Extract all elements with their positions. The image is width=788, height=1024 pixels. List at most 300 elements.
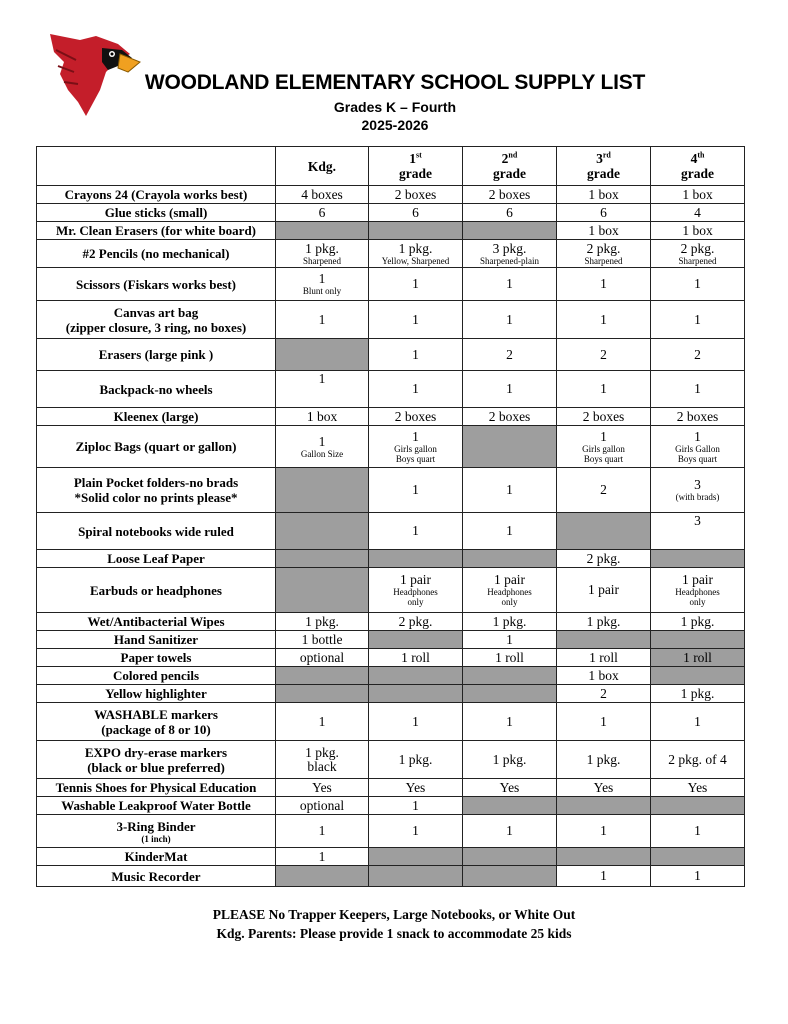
quantity-value: 1 (694, 311, 701, 327)
not-required-cell (369, 848, 463, 866)
quantity-value: 1 (412, 428, 419, 444)
quantity-note: Sharpened-plain (480, 255, 539, 266)
quantity-value: 2 (506, 346, 513, 362)
supply-item-label: Scissors (Fiskars works best) (76, 276, 236, 292)
quantity-value: 2 pkg. of 4 (668, 751, 727, 767)
quantity-value: 1 box (588, 222, 619, 238)
quantity-value: 2 (600, 482, 607, 497)
supply-item-name (37, 408, 276, 426)
quantity-value: 2 pkg. (586, 550, 621, 566)
supply-item-name (37, 240, 276, 268)
quantity-cell (369, 613, 463, 631)
quantity-value: 2 boxes (394, 408, 437, 424)
supply-item-label: WASHABLE markers (94, 706, 218, 722)
quantity-cell (369, 371, 463, 408)
quantity-cell (651, 339, 745, 371)
quantity-value: 1 (412, 346, 419, 362)
supply-item-label: Backpack-no wheels (99, 381, 213, 397)
supply-item-detail: (package of 8 or 10) (101, 721, 211, 737)
quantity-value: 1 pkg. (305, 613, 339, 629)
supply-item-label: Crayons 24 (Crayola works best) (64, 187, 248, 202)
quantity-value: 6 (506, 204, 513, 220)
quantity-cell (463, 779, 557, 797)
table-row (37, 848, 745, 866)
quantity-value: 1 (506, 276, 513, 291)
quantity-cell (369, 649, 463, 667)
quantity-value: 1 pair (681, 572, 714, 587)
quantity-cell (276, 848, 369, 866)
supply-item-name (37, 222, 276, 240)
quantity-value: 1 roll (495, 649, 524, 665)
quantity-value: 1 (600, 713, 607, 729)
quantity-cell (463, 408, 557, 426)
not-required-cell (276, 513, 369, 550)
quantity-cell (651, 649, 745, 667)
quantity-cell (651, 371, 745, 408)
quantity-cell (557, 866, 651, 887)
quantity-value: 2 pkg. (680, 240, 715, 256)
supply-item-label: Colored pencils (112, 668, 200, 683)
not-required-cell (276, 866, 369, 887)
supply-item-label: Mr. Clean Erasers (for white board) (55, 223, 257, 238)
quantity-cell (651, 426, 745, 468)
supply-item-name (37, 426, 276, 468)
quantity-value: 1 pkg. (586, 751, 621, 767)
quantity-value: 2 pkg. (398, 613, 433, 629)
supply-item-label: Tennis Shoes for Physical Education (55, 780, 257, 795)
quantity-value: 1 box (682, 186, 713, 202)
quantity-value: 1 (318, 848, 326, 864)
quantity-cell (557, 685, 651, 703)
quantity-value: 3 (694, 513, 701, 528)
quantity-value: optional (299, 649, 345, 665)
quantity-cell (651, 204, 745, 222)
not-required-cell (557, 848, 651, 866)
quantity-value: 1 (318, 433, 326, 449)
quantity-value: 1 (318, 371, 326, 386)
quantity-value: 1 pair (399, 572, 432, 587)
quantity-value: 1 (506, 823, 513, 838)
quantity-value: 1 (412, 276, 419, 291)
quantity-value: 1 (600, 276, 607, 291)
quantity-cell (557, 550, 651, 568)
supply-item-name (37, 631, 276, 649)
quantity-value: 1 (506, 631, 513, 647)
quantity-value: 1 (694, 823, 701, 838)
quantity-cell (557, 268, 651, 301)
supply-item-name (37, 613, 276, 631)
quantity-value: 1 (506, 523, 513, 538)
quantity-note: only (407, 597, 424, 607)
not-required-cell (276, 685, 369, 703)
supply-item-name (37, 568, 276, 613)
quantity-cell (276, 779, 369, 797)
quantity-note: Boys quart (583, 453, 624, 464)
quantity-value: 1 pkg. (680, 685, 715, 701)
supply-item-label: Paper towels (120, 650, 192, 665)
quantity-cell (557, 339, 651, 371)
table-row (37, 204, 745, 222)
quantity-value: 2 boxes (488, 408, 531, 424)
supply-item-label: Washable Leakproof Water Bottle (61, 798, 251, 813)
quantity-value: 1 (318, 311, 326, 327)
not-required-cell (276, 339, 369, 371)
quantity-cell (369, 301, 463, 339)
supply-item-detail: *Solid color no prints please* (74, 490, 238, 505)
quantity-cell (463, 513, 557, 550)
quantity-value: 1 (600, 428, 607, 444)
supply-item-label: Music Recorder (111, 868, 201, 884)
table-row (37, 568, 745, 613)
table-header-row (37, 147, 745, 186)
quantity-value: 1 (412, 713, 419, 729)
quantity-cell (557, 222, 651, 240)
supply-item-label: 3-Ring Binder (116, 818, 196, 834)
quantity-value: 1 (600, 381, 607, 396)
supply-item-name (37, 371, 276, 408)
quantity-note: (with brads) (675, 492, 720, 502)
quantity-cell (651, 240, 745, 268)
not-required-cell (557, 631, 651, 649)
quantity-cell (276, 797, 369, 815)
footer-note-1: PLEASE No Trapper Keepers, Large Notebooks, or White Out (212, 907, 576, 922)
quantity-cell (276, 408, 369, 426)
quantity-cell (557, 703, 651, 741)
quantity-cell (651, 408, 745, 426)
header-grade-3: 3rd grade (557, 147, 651, 186)
quantity-value: 1 (506, 713, 513, 729)
quantity-value: 1 (694, 276, 701, 291)
quantity-cell (369, 204, 463, 222)
supply-item-name (37, 667, 276, 685)
table-row (37, 685, 745, 703)
supply-item-detail: (black or blue preferred) (87, 759, 225, 775)
quantity-cell (557, 568, 651, 613)
not-required-cell (651, 631, 745, 649)
quantity-value: 2 (694, 346, 701, 362)
quantity-cell (651, 815, 745, 848)
supply-item-name (37, 779, 276, 797)
quantity-cell (369, 779, 463, 797)
quantity-value: 1 bottle (301, 631, 343, 647)
quantity-value: 1 (694, 868, 701, 883)
quantity-value: 1 (600, 311, 607, 327)
supply-item-label: Hand Sanitizer (113, 632, 199, 647)
grades-subtitle: Grades K – Fourth (333, 99, 457, 115)
quantity-note: Girls gallon (582, 443, 625, 454)
quantity-cell (276, 631, 369, 649)
quantity-cell (463, 703, 557, 741)
school-year: 2025-2026 (361, 117, 429, 133)
quantity-cell (463, 741, 557, 779)
supply-item-name (37, 268, 276, 301)
quantity-cell (651, 301, 745, 339)
quantity-note: Girls Gallon (675, 443, 720, 454)
quantity-note: Headphones (675, 587, 720, 597)
table-row (37, 301, 745, 339)
quantity-cell (557, 240, 651, 268)
not-required-cell (276, 550, 369, 568)
table-row (37, 408, 745, 426)
table-row (37, 426, 745, 468)
quantity-cell (463, 186, 557, 204)
quantity-cell (651, 186, 745, 204)
not-required-cell (276, 468, 369, 513)
supply-item-label: Earbuds or headphones (90, 582, 222, 598)
quantity-cell (276, 240, 369, 268)
quantity-note: Blunt only (302, 286, 342, 296)
quantity-value: 1 box (306, 408, 338, 424)
supply-item-detail: (zipper closure, 3 ring, no boxes) (65, 319, 247, 335)
quantity-cell (463, 240, 557, 268)
quantity-value: Yes (499, 779, 520, 795)
quantity-value: 1 pkg. (586, 613, 621, 629)
quantity-cell (276, 426, 369, 468)
quantity-value: 1 (412, 797, 419, 813)
quantity-cell (463, 268, 557, 301)
supply-item-name (37, 204, 276, 222)
quantity-cell (463, 649, 557, 667)
quantity-value: Yes (405, 779, 426, 795)
quantity-cell (463, 371, 557, 408)
supply-item-label: Spiral notebooks wide ruled (78, 523, 234, 539)
quantity-cell (651, 685, 745, 703)
supply-item-label: Ziploc Bags (quart or gallon) (75, 439, 237, 454)
page-title: WOODLAND ELEMENTARY SCHOOL SUPPLY LIST (144, 71, 646, 94)
quantity-cell (557, 408, 651, 426)
quantity-cell (557, 301, 651, 339)
quantity-value: 3 (694, 477, 701, 492)
header-item-cell (37, 147, 276, 186)
table-row (37, 371, 745, 408)
table-row (37, 550, 745, 568)
quantity-cell (276, 301, 369, 339)
quantity-cell (651, 513, 745, 550)
footer-note-2: Kdg. Parents: Please provide 1 snack to accommodate 25 kids (216, 926, 572, 941)
supply-item-name (37, 550, 276, 568)
table-row (37, 631, 745, 649)
table-row (37, 468, 745, 513)
quantity-value: 1 (412, 311, 419, 327)
not-required-cell (369, 550, 463, 568)
supply-item-label: Canvas art bag (113, 304, 199, 320)
quantity-value: 1 roll (683, 649, 712, 665)
quantity-cell (557, 649, 651, 667)
quantity-cell (557, 815, 651, 848)
header-kdg: Kdg. (276, 147, 369, 186)
supply-item-label: #2 Pencils (no mechanical) (82, 246, 230, 261)
table-row (37, 866, 745, 887)
supply-item-name (37, 685, 276, 703)
quantity-value: 1 pair (493, 572, 526, 587)
not-required-cell (369, 222, 463, 240)
supply-item-label: Kleenex (large) (113, 409, 199, 424)
quantity-cell (651, 268, 745, 301)
quantity-cell (369, 268, 463, 301)
quantity-cell (651, 866, 745, 887)
not-required-cell (463, 685, 557, 703)
not-required-cell (463, 866, 557, 887)
quantity-cell (276, 741, 369, 779)
supply-item-name (37, 741, 276, 779)
not-required-cell (276, 222, 369, 240)
quantity-value: 1 (412, 381, 419, 396)
quantity-value: 1 roll (589, 649, 618, 665)
quantity-cell (463, 204, 557, 222)
quantity-value: 1 (506, 381, 513, 396)
quantity-cell (276, 371, 369, 408)
quantity-value: 1 (318, 823, 326, 838)
quantity-cell (276, 613, 369, 631)
header-grade-1: 1st grade (369, 147, 463, 186)
table-row (37, 741, 745, 779)
table-row (37, 222, 745, 240)
quantity-cell (651, 703, 745, 741)
quantity-value: 1 box (588, 186, 619, 202)
quantity-note: Gallon Size (300, 448, 344, 459)
quantity-cell (369, 568, 463, 613)
quantity-cell (369, 703, 463, 741)
not-required-cell (463, 667, 557, 685)
quantity-cell (651, 222, 745, 240)
not-required-cell (369, 866, 463, 887)
table-row (37, 815, 745, 848)
quantity-value: Yes (687, 779, 708, 795)
supply-item-name (37, 866, 276, 887)
quantity-cell (557, 667, 651, 685)
quantity-cell (276, 649, 369, 667)
not-required-cell (463, 222, 557, 240)
supply-item-label: Plain Pocket folders-no brads (73, 475, 239, 490)
quantity-cell (557, 426, 651, 468)
quantity-cell (463, 301, 557, 339)
quantity-note: Headphones (393, 587, 438, 597)
not-required-cell (651, 797, 745, 815)
quantity-value-detail: black (307, 758, 337, 774)
quantity-cell (276, 268, 369, 301)
supply-item-label: Glue sticks (small) (104, 205, 208, 220)
quantity-value: 2 (600, 346, 607, 362)
quantity-value: 1 (318, 713, 326, 729)
quantity-value: Yes (312, 779, 332, 795)
quantity-value: 1 box (682, 222, 713, 238)
quantity-value: Yes (593, 779, 614, 795)
quantity-value: 1 pkg. (305, 744, 339, 760)
quantity-value: 6 (318, 204, 326, 220)
not-required-cell (463, 848, 557, 866)
quantity-value: 2 boxes (676, 408, 719, 424)
quantity-cell (651, 741, 745, 779)
supply-table (36, 146, 745, 887)
quantity-value: 1 (694, 381, 701, 396)
quantity-cell (276, 815, 369, 848)
quantity-cell (369, 468, 463, 513)
quantity-cell (276, 703, 369, 741)
quantity-value: 1 (412, 523, 419, 538)
quantity-value: 4 (694, 204, 701, 220)
quantity-value: 1 (506, 311, 513, 327)
not-required-cell (651, 848, 745, 866)
quantity-note: Sharpened (678, 255, 717, 266)
quantity-value: 2 pkg. (586, 240, 621, 256)
not-required-cell (369, 667, 463, 685)
quantity-cell (369, 513, 463, 550)
supply-item-name (37, 797, 276, 815)
table-row (37, 667, 745, 685)
quantity-note: Boys quart (677, 453, 718, 464)
quantity-note: Headphones (487, 587, 532, 597)
quantity-note: only (689, 597, 706, 607)
quantity-cell (463, 815, 557, 848)
table-row (37, 186, 745, 204)
supply-item-label: Yellow highlighter (105, 686, 207, 701)
supply-table-body (37, 186, 745, 887)
quantity-cell (369, 815, 463, 848)
supply-item-label: KinderMat (124, 849, 188, 864)
quantity-value: 1 (600, 868, 607, 883)
quantity-note: Girls gallon (394, 443, 437, 454)
quantity-value: 4 boxes (301, 186, 343, 202)
not-required-cell (369, 685, 463, 703)
supply-item-label: Wet/Antibacterial Wipes (87, 614, 225, 629)
quantity-value: 1 (412, 823, 419, 838)
not-required-cell (557, 513, 651, 550)
supply-item-name (37, 513, 276, 550)
quantity-value: 3 pkg. (492, 240, 527, 256)
table-row (37, 649, 745, 667)
quantity-cell (651, 568, 745, 613)
table-row (37, 797, 745, 815)
supply-item-name (37, 848, 276, 866)
header-grade-2: 2nd grade (463, 147, 557, 186)
supply-item-name (37, 468, 276, 513)
quantity-note: only (501, 597, 518, 607)
quantity-value: 1 (412, 482, 419, 497)
quantity-cell (463, 568, 557, 613)
supply-item-name (37, 703, 276, 741)
quantity-cell (463, 631, 557, 649)
quantity-value: 1 (694, 713, 701, 729)
quantity-cell (463, 339, 557, 371)
quantity-cell (369, 797, 463, 815)
quantity-value: 2 (600, 685, 607, 701)
quantity-cell (369, 426, 463, 468)
quantity-value: 1 box (588, 667, 619, 683)
quantity-note: Sharpened (584, 255, 623, 266)
quantity-value: 1 (318, 271, 326, 286)
table-row (37, 339, 745, 371)
supply-item-label: Erasers (large pink ) (98, 347, 214, 362)
quantity-cell (463, 613, 557, 631)
not-required-cell (651, 550, 745, 568)
not-required-cell (276, 667, 369, 685)
not-required-cell (463, 550, 557, 568)
quantity-value: optional (299, 797, 345, 813)
quantity-note: Yellow, Sharpened (381, 255, 450, 266)
quantity-value: 1 pkg. (398, 751, 433, 767)
quantity-cell (557, 613, 651, 631)
quantity-cell (651, 613, 745, 631)
quantity-cell (369, 741, 463, 779)
not-required-cell (369, 631, 463, 649)
quantity-cell (557, 779, 651, 797)
quantity-cell (276, 204, 369, 222)
table-row (37, 513, 745, 550)
quantity-value: 1 roll (401, 649, 430, 665)
supply-item-name (37, 301, 276, 339)
cardinal-logo-icon (46, 32, 142, 118)
quantity-value: 1 (506, 482, 513, 497)
